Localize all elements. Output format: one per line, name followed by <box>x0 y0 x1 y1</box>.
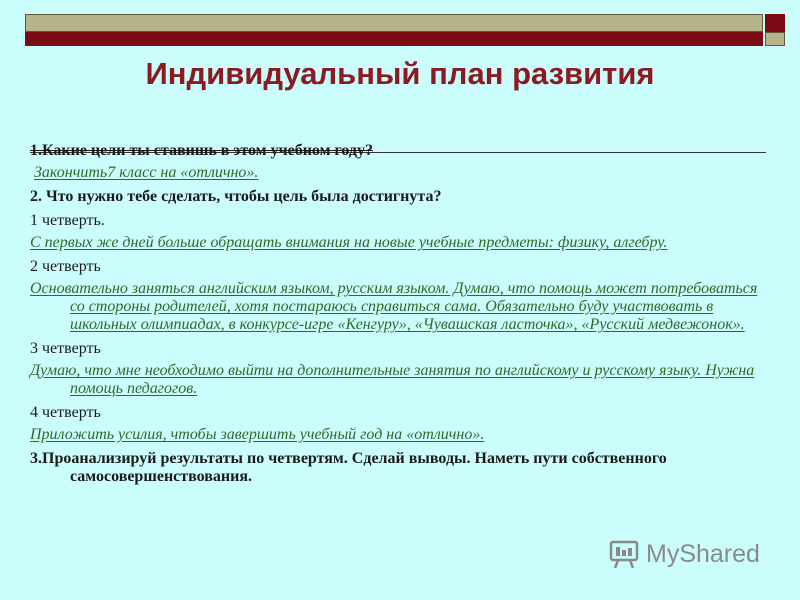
header-corner-red <box>765 14 785 32</box>
quarter-4-label: 4 четверть <box>30 404 101 421</box>
watermark-logo <box>608 537 760 571</box>
quarter-2-text: Основательно заняться английским языком, русским языком. Думаю, что помощь может потребоваться со стороны родителей, хотя постараюсь справиться сама. Обязательно буду участвовать в школьных олимпиадах, в конкурсе-игре «Кенгуру», «Чувашская ласточка», «Русский медвежонок». <box>30 280 758 333</box>
question-1: 1.Какие цели ты ставишь в этом учебном году? <box>30 142 374 159</box>
header-bar-red <box>25 32 763 46</box>
quarter-1-text: С первых же дней больше обращать внимания на новые учебные предметы: физику, алгебру. <box>30 234 668 251</box>
header-bar-olive <box>25 14 763 32</box>
header-corner-olive <box>765 32 785 46</box>
question-2: 2. Что нужно тебе сделать, чтобы цель была достигнута? <box>30 188 442 205</box>
slide-content <box>30 142 770 490</box>
question-3: 3.Проанализируй результаты по четвертям. Сделай выводы. Наметь пути собственного самосовершенствования. <box>30 450 667 485</box>
answer-1: Закончить7 класс на «отлично». <box>34 164 259 181</box>
quarter-1-label: 1 четверть. <box>30 212 105 229</box>
quarter-4-text: Приложить усилия, чтобы завершить учебный год на «отлично». <box>30 426 485 443</box>
quarter-3-label: 3 четверть <box>30 340 101 357</box>
slide-title: Индивидуальный план развития <box>145 56 655 91</box>
watermark-text: MyShared <box>646 539 760 568</box>
quarter-2-label: 2 четверть <box>30 258 101 275</box>
presentation-board-icon <box>608 538 640 570</box>
quarter-3-text: Думаю, что мне необходимо выйти на дополнительные занятия по английскому и русскому языку. Нужна помощь педагогов. <box>30 362 755 397</box>
